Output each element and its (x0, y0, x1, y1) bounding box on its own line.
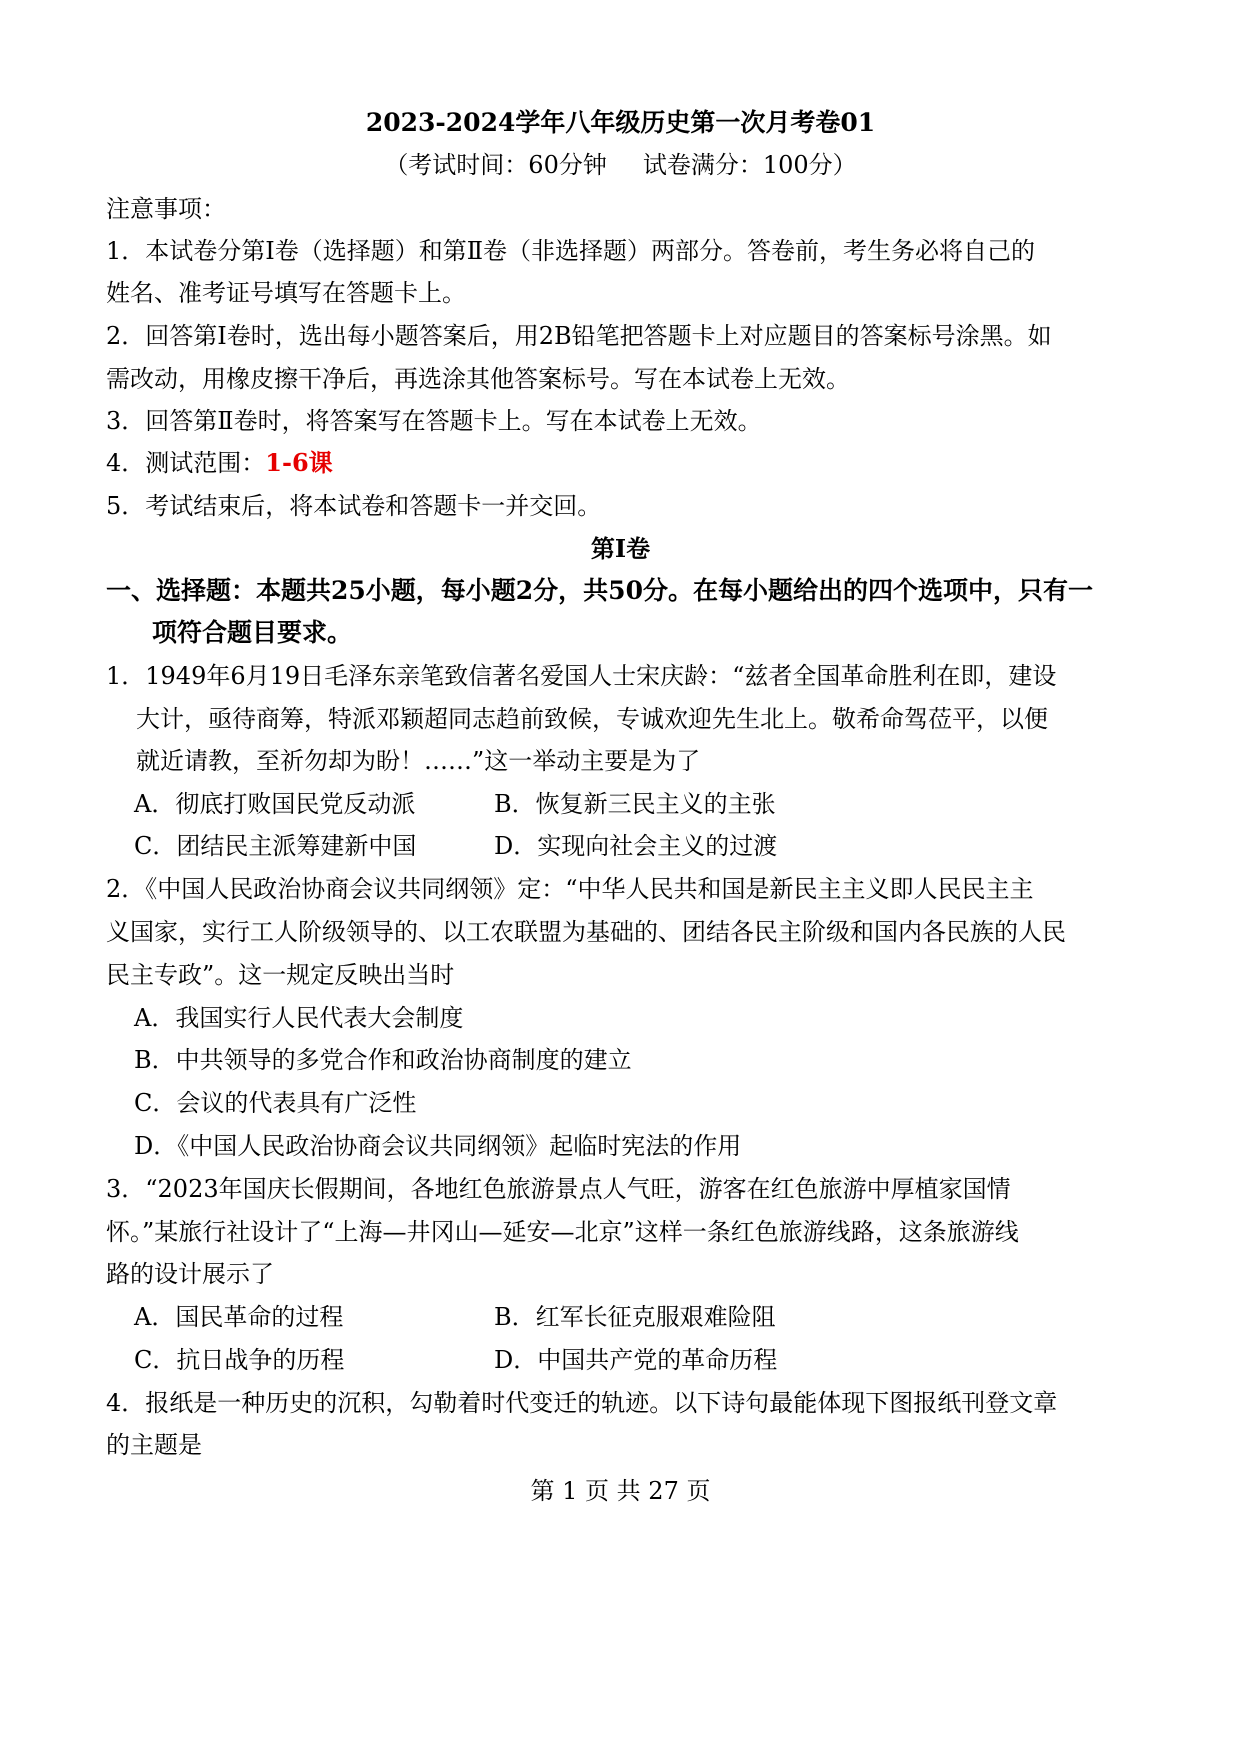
q3-option-b: B．红军长征克服艰难险阻 (494, 1303, 776, 1331)
q1-line-1: 1．1949年6月19日毛泽东亲笔致信著名爱国人士宋庆龄：“兹者全国革命胜利在即，建设 (106, 662, 1057, 690)
part-1-heading: 第Ⅰ卷 (590, 534, 651, 563)
exam-time: （考试时间：60分钟 (384, 151, 607, 179)
q2-option-a: A．我国实行人民代表大会制度 (134, 1004, 464, 1032)
q2-option-d: D．《中国人民政治协商会议共同纲领》起临时宪法的作用 (134, 1132, 742, 1160)
q3-line-1: 3．“2023年国庆长假期间，各地红色旅游景点人气旺，游客在红色旅游中厚植家国情 (106, 1175, 1011, 1203)
section-1-line-2: 项符合题目要求。 (152, 618, 353, 647)
q1-line-2: 大计，亟待商筹，特派邓颖超同志趋前致候，专诚欢迎先生北上。敬希命驾莅平，以便 (136, 705, 1048, 733)
q4-line-2: 的主题是 (106, 1431, 202, 1459)
q2-option-b: B．中共领导的多党合作和政治协商制度的建立 (134, 1046, 632, 1074)
q3-option-c: C．抗日战争的历程 (134, 1346, 345, 1374)
q3-option-a: A．国民革命的过程 (134, 1303, 344, 1331)
q3-line-2: 怀。”某旅行社设计了“上海—井冈山—延安—北京”这样一条红色旅游线路，这条旅游线 (106, 1218, 1019, 1246)
q2-line-1: 2．《中国人民政治协商会议共同纲领》定：“中华人民共和国是新民主主义即人民民主主 (106, 875, 1034, 903)
q1-option-d: D．实现向社会主义的过渡 (494, 832, 778, 860)
q3-line-3: 路的设计展示了 (106, 1260, 274, 1288)
note-4 (106, 446, 1241, 480)
page-number: 第 1 页 共 27 页 (530, 1477, 711, 1505)
q1-option-a: A．彻底打败国民党反动派 (134, 790, 416, 818)
note-1-line-1: 1．本试卷分第Ⅰ卷（选择题）和第Ⅱ卷（非选择题）两部分。答卷前，考生务必将自己的 (106, 237, 1036, 265)
q2-line-2: 义国家，实行工人阶级领导的、以工农联盟为基础的、团结各民主阶级和国内各民族的人民 (106, 918, 1066, 946)
note-1-line-2: 姓名、准考证号填写在答题卡上。 (106, 279, 466, 307)
q2-line-3: 民主专政”。这一规定反映出当时 (106, 961, 455, 989)
note-3: 3．回答第Ⅱ卷时，将答案写在答题卡上。写在本试卷上无效。 (106, 407, 762, 435)
q3-option-d: D．中国共产党的革命历程 (494, 1346, 778, 1374)
note-4-label: 4．测试范围： (106, 449, 266, 477)
test-scope: 1-6课 (265, 448, 333, 477)
page-subtitle (0, 148, 1241, 182)
note-2-line-1: 2．回答第Ⅰ卷时，选出每小题答案后，用2B铅笔把答题卡上对应题目的答案标号涂黑。如 (106, 322, 1052, 350)
q1-line-3: 就近请教，至祈勿却为盼！……”这一举动主要是为了 (136, 747, 701, 775)
note-2-line-2: 需改动，用橡皮擦干净后，再选涂其他答案标号。写在本试卷上无效。 (106, 365, 850, 393)
section-1-line-1: 一、选择题：本题共25小题，每小题2分，共50分。在每小题给出的四个选项中，只有一 (106, 576, 1093, 605)
note-5: 5．考试结束后，将本试卷和答题卡一并交回。 (106, 492, 602, 520)
q1-option-b: B．恢复新三民主义的主张 (494, 790, 776, 818)
q4-line-1: 4．报纸是一种历史的沉积，勾勒着时代变迁的轨迹。以下诗句最能体现下图报纸刊登文章 (106, 1389, 1058, 1417)
q2-option-c: C．会议的代表具有广泛性 (134, 1089, 417, 1117)
exam-score: 试卷满分：100分） (642, 151, 857, 179)
q1-option-c: C．团结民主派筹建新中国 (134, 832, 417, 860)
notes-heading: 注意事项： (106, 195, 226, 223)
page-title: 2023-2024学年八年级历史第一次月考卷01 (365, 108, 876, 137)
